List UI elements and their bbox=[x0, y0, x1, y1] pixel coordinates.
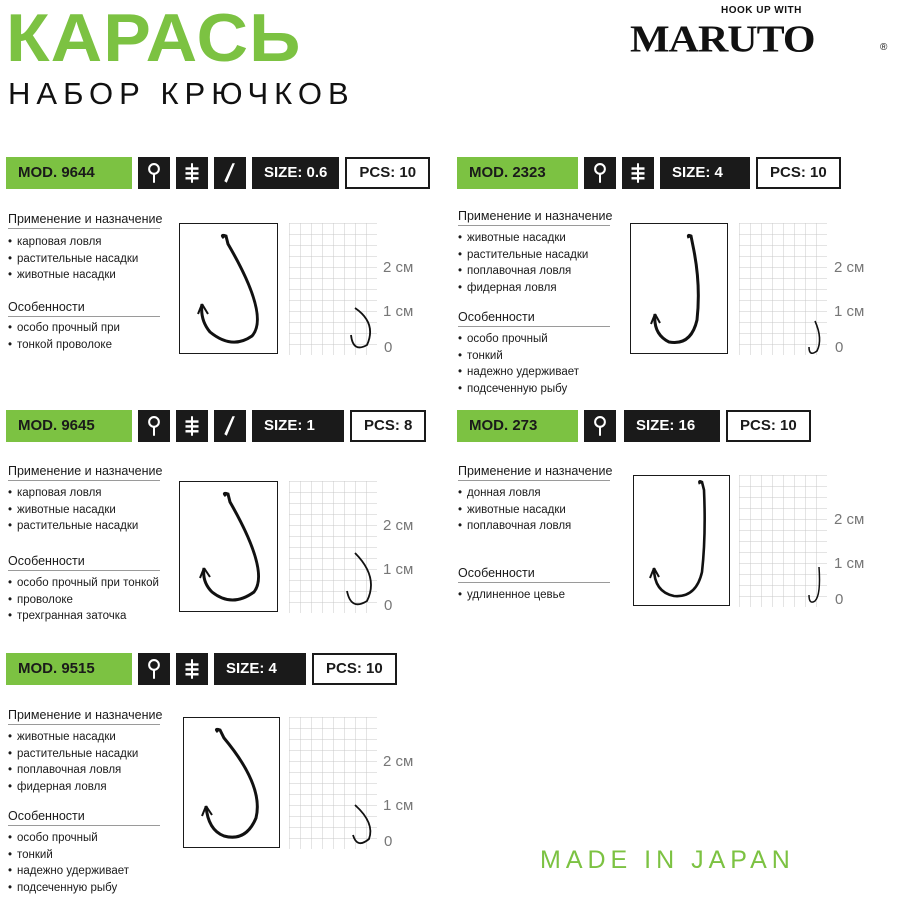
list-item: • животные насадки bbox=[8, 729, 138, 746]
pcs-label: PCS: 10 bbox=[312, 653, 397, 685]
list-item: • поплавочная ловля bbox=[458, 263, 588, 280]
forged-icon bbox=[214, 410, 246, 442]
list-item-continuation: • тонкой проволоке bbox=[8, 337, 120, 354]
size-label: SIZE: 1 bbox=[252, 410, 344, 442]
hook-image bbox=[631, 224, 727, 353]
list-item: • растительные насадки bbox=[8, 746, 138, 763]
list-item-continuation: • подсеченную рыбу bbox=[8, 880, 129, 897]
list-item: • поплавочная ловля bbox=[458, 518, 571, 535]
hook-image bbox=[634, 476, 729, 605]
list-item: • животные насадки bbox=[458, 230, 588, 247]
features-heading: Особенности bbox=[458, 566, 535, 580]
features-heading: Особенности bbox=[8, 554, 85, 568]
list-item: • особо прочный при тонкой bbox=[8, 575, 159, 592]
list-item: • карповая ловля bbox=[8, 485, 138, 502]
scale-1cm: 1 см bbox=[383, 797, 414, 814]
scale-1cm: 1 см bbox=[383, 561, 414, 578]
features-list bbox=[8, 830, 129, 896]
hook-image bbox=[180, 224, 277, 353]
ring-eye-icon bbox=[138, 157, 170, 189]
features-heading: Особенности bbox=[8, 300, 85, 314]
page-title: КАРАСЬ bbox=[6, 0, 302, 76]
features-list bbox=[8, 320, 120, 353]
usage-heading: Применение и назначение bbox=[458, 464, 613, 478]
product-header-2323 bbox=[457, 157, 841, 189]
list-item: • растительные насадки bbox=[8, 251, 138, 268]
features-list bbox=[458, 587, 565, 604]
usage-list bbox=[458, 485, 571, 535]
flattened-shank-icon bbox=[176, 653, 208, 685]
divider bbox=[458, 326, 610, 327]
usage-heading: Применение и назначение bbox=[458, 209, 613, 223]
hook-image bbox=[180, 482, 277, 611]
page-subtitle: НАБОР КРЮЧКОВ bbox=[8, 76, 355, 111]
size-grid bbox=[289, 717, 377, 849]
list-item: • надежно удерживает bbox=[8, 863, 129, 880]
mod-label: MOD. 9515 bbox=[6, 653, 132, 685]
usage-heading: Применение и назначение bbox=[8, 212, 163, 226]
divider bbox=[458, 225, 610, 226]
usage-list bbox=[8, 729, 138, 795]
scale-2cm: 2 см bbox=[383, 517, 414, 534]
brand-tagline: HOOK UP WITH bbox=[721, 5, 802, 16]
size-grid bbox=[739, 223, 827, 355]
scale-2cm: 2 см bbox=[834, 259, 865, 276]
product-header-9515 bbox=[6, 653, 397, 685]
product-header-273 bbox=[457, 410, 811, 442]
list-item: • особо прочный bbox=[8, 830, 129, 847]
product-header-9644 bbox=[6, 157, 430, 189]
list-item: • особо прочный bbox=[458, 331, 579, 348]
ring-eye-icon bbox=[138, 653, 170, 685]
mod-label: MOD. 9645 bbox=[6, 410, 132, 442]
size-label: SIZE: 4 bbox=[660, 157, 750, 189]
divider bbox=[458, 582, 610, 583]
scale-2cm: 2 см bbox=[383, 753, 414, 770]
size-grid bbox=[739, 475, 827, 607]
features-heading: Особенности bbox=[8, 809, 85, 823]
size-grid bbox=[289, 481, 377, 613]
brand-logo: MARUTO bbox=[630, 18, 815, 61]
scale-0: 0 bbox=[384, 339, 393, 356]
list-item: • животные насадки bbox=[8, 267, 138, 284]
ring-eye-icon bbox=[584, 157, 616, 189]
scale-0: 0 bbox=[384, 597, 393, 614]
list-item: • животные насадки bbox=[8, 502, 138, 519]
list-item: • фидерная ловля bbox=[8, 779, 138, 796]
ring-eye-icon bbox=[584, 410, 616, 442]
list-item: • тонкий bbox=[8, 847, 129, 864]
list-item: • надежно удерживает bbox=[458, 364, 579, 381]
hook-image bbox=[184, 718, 279, 847]
scale-1cm: 1 см bbox=[383, 303, 414, 320]
mod-label: MOD. 9644 bbox=[6, 157, 132, 189]
scale-1cm: 1 см bbox=[834, 303, 865, 320]
pcs-label: PCS: 10 bbox=[345, 157, 430, 189]
usage-list bbox=[458, 230, 588, 296]
features-list bbox=[8, 575, 159, 625]
scale-0: 0 bbox=[835, 591, 844, 608]
usage-heading: Применение и назначение bbox=[8, 464, 163, 478]
list-item: • особо прочный при bbox=[8, 320, 120, 337]
registered-mark: ® bbox=[880, 42, 888, 53]
flattened-shank-icon bbox=[176, 157, 208, 189]
divider bbox=[458, 480, 610, 481]
usage-heading: Применение и назначение bbox=[8, 708, 163, 722]
pcs-label: PCS: 10 bbox=[756, 157, 841, 189]
list-item-continuation: • проволоке bbox=[8, 592, 159, 609]
divider bbox=[8, 228, 160, 229]
size-label: SIZE: 4 bbox=[214, 653, 306, 685]
flattened-shank-icon bbox=[176, 410, 208, 442]
list-item: • растительные насадки bbox=[8, 518, 138, 535]
hook-photo bbox=[630, 223, 728, 354]
scale-2cm: 2 см bbox=[383, 259, 414, 276]
scale-0: 0 bbox=[384, 833, 393, 850]
ring-eye-icon bbox=[138, 410, 170, 442]
list-item: • растительные насадки bbox=[458, 247, 588, 264]
forged-icon bbox=[214, 157, 246, 189]
hook-photo bbox=[179, 481, 278, 612]
pcs-label: PCS: 10 bbox=[726, 410, 811, 442]
divider bbox=[8, 480, 160, 481]
list-item: • фидерная ловля bbox=[458, 280, 588, 297]
list-item: • карповая ловля bbox=[8, 234, 138, 251]
mod-label: MOD. 273 bbox=[457, 410, 578, 442]
divider bbox=[8, 825, 160, 826]
made-in-japan: MADE IN JAPAN bbox=[540, 846, 795, 874]
list-item: • тонкий bbox=[458, 348, 579, 365]
divider bbox=[8, 724, 160, 725]
features-list bbox=[458, 331, 579, 397]
hook-photo bbox=[183, 717, 280, 848]
divider bbox=[8, 570, 160, 571]
flattened-shank-icon bbox=[622, 157, 654, 189]
hook-photo bbox=[179, 223, 278, 354]
scale-0: 0 bbox=[835, 339, 844, 356]
list-item: • животные насадки bbox=[458, 502, 571, 519]
size-grid bbox=[289, 223, 377, 355]
scale-1cm: 1 см bbox=[834, 555, 865, 572]
product-header-9645 bbox=[6, 410, 426, 442]
usage-list bbox=[8, 485, 138, 535]
mod-label: MOD. 2323 bbox=[457, 157, 578, 189]
list-item-continuation: • подсеченную рыбу bbox=[458, 381, 579, 398]
scale-2cm: 2 см bbox=[834, 511, 865, 528]
pcs-label: PCS: 8 bbox=[350, 410, 426, 442]
list-item: • удлиненное цевье bbox=[458, 587, 565, 604]
list-item: • донная ловля bbox=[458, 485, 571, 502]
size-label: SIZE: 0.6 bbox=[252, 157, 339, 189]
list-item: • поплавочная ловля bbox=[8, 762, 138, 779]
list-item: • трехгранная заточка bbox=[8, 608, 159, 625]
hook-photo bbox=[633, 475, 730, 606]
usage-list bbox=[8, 234, 138, 284]
divider bbox=[8, 316, 160, 317]
features-heading: Особенности bbox=[458, 310, 535, 324]
size-label: SIZE: 16 bbox=[624, 410, 720, 442]
